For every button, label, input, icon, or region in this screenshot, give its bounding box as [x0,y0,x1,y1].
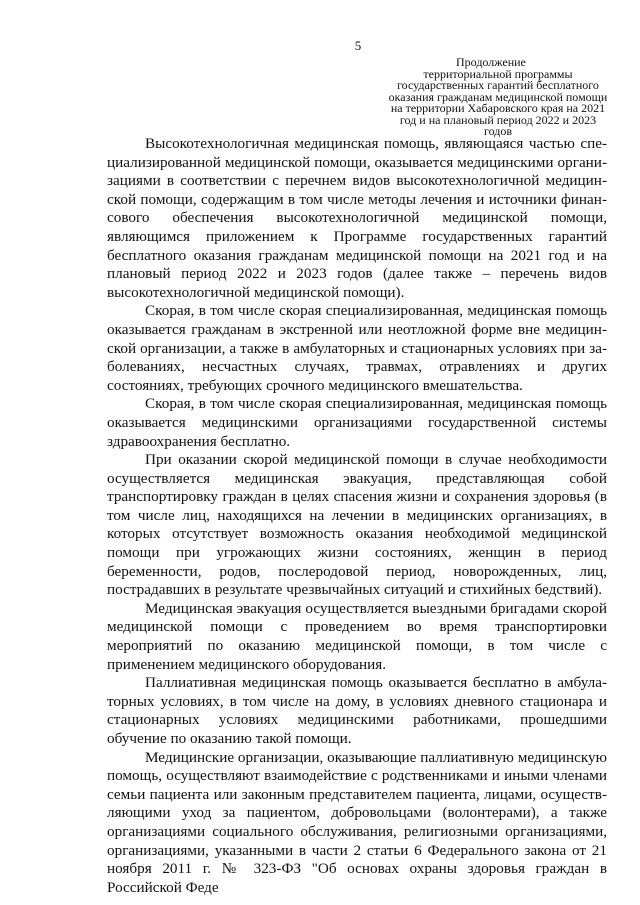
page-number: 5 [354,38,362,53]
continuation-label: Продолжение [456,55,526,69]
document-reference-header: территориальной программы государственных гарантий бесплатного оказания гражданам медицинской помощи на территории Хабаровского края на 2021 год и на плановый период 2022 и 2023 годов [388,67,608,139]
paragraph-emergency-care-free: Скорая, в том числе скорая специализированная, медицинская помощь оказывается медицинскими организациями государственной системы здравоохранения бесплатно. [107,395,607,450]
document-body [107,135,607,897]
paragraph-palliative-organizations: Медицинские организации, оказывающие паллиативную медицинскую помощь, осуществляют взаимодействие с родственниками и иными членами семьи пациента или законным представителем пациента, лицами, осуществляющими уход за пациентом, добровольцами (волонтерами), а также организациями социального обслуживания, религиозными организациями, организациями, указанными в части 2 статьи 6 Федерального закона от 21 ноября 2011 г. № 323-ФЗ "Об основах охраны здоровья граждан в Российской Феде [107,748,607,896]
paragraph-medical-evacuation: При оказании скорой медицинской помощи в случае необходимости осуществляется медицинская эвакуация, представляющая собой транспортировку граждан в целях спасения жизни и сохранения здоровья (в том числе лиц, находящихся на лечении в медицинских организациях, в которых отсутствует возможность оказания необходимой медицинской помощи при угрожающих жизни состояниях, женщин в период беременности, родов, послеродовой период, новорожденных, лиц, пострадавших в результате чрезвычайных ситуаций и стихийных бедствий). [107,451,607,599]
paragraph-evacuation-teams: Медицинская эвакуация осуществляется выездными бригадами скорой медицинской помощи с проведением во время транспортировки мероприятий по оказанию медицинской помощи, в том числе с применением медицинского оборудования. [107,599,607,673]
paragraph-palliative-care: Паллиативная медицинская помощь оказывается бесплатно в амбулаторных условиях, в том числе на дому, в условиях дневного стационара и стационарных условиях медицинскими работниками, прошедшими обучение по оказанию такой помощи. [107,674,607,747]
paragraph-high-tech-care: Высокотехнологичная медицинская помощь, являющаяся частью специализированной медицинской помощи, оказывается медицинскими организациями в соответствии с перечнем видов высокотехнологичной медицинской помощи, содержащим в том числе методы лечения и источники финансового обеспечения высокотехнологичной медицинской помощи, являющимся приложением к Программе государственных гарантий бесплатного оказания гражданам медицинской помощи на 2021 год и на плановый период 2022 и 2023 годов (далее также – перечень видов высокотехнологичной медицинской помощи). [107,135,607,301]
paragraph-emergency-care: Скорая, в том числе скорая специализированная, медицинская помощь оказывается гражданам в экстренной или неотложной форме вне медицинской организации, а также в амбулаторных и стационарных условиях при заболеваниях, несчастных случаях, травмах, отравлениях и других состояниях, требующих срочного медицинского вмешательства. [107,302,607,394]
